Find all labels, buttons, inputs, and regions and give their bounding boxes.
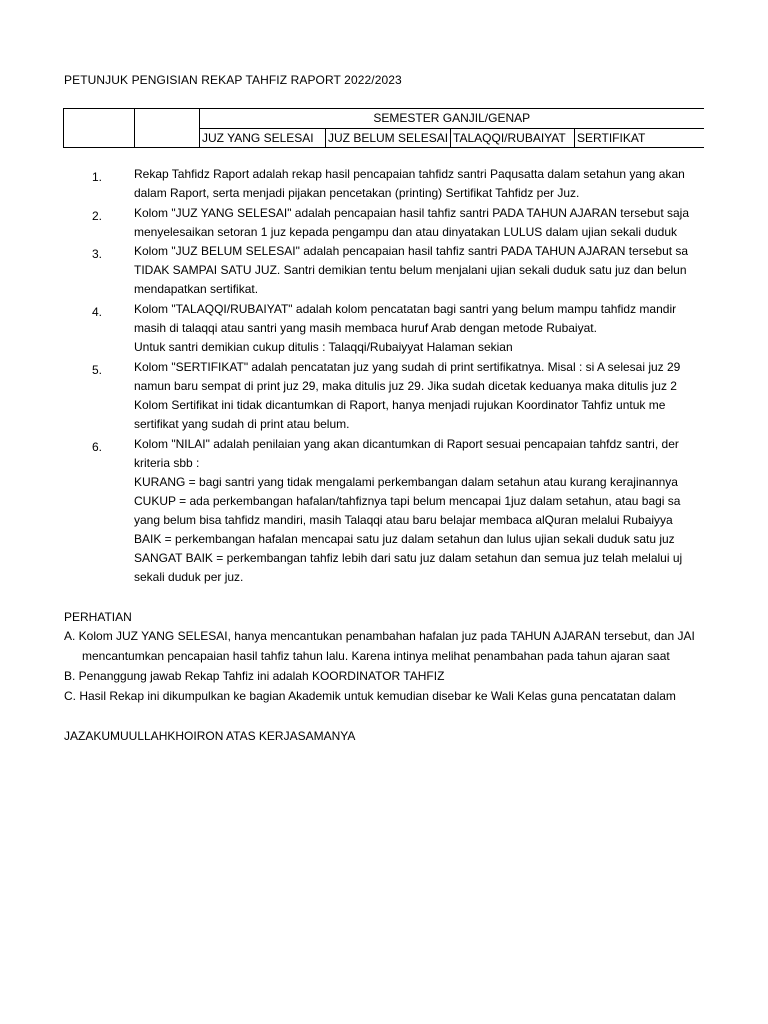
item-line: Untuk santri demikian cukup ditulis : Talaqqi/Rubaiyyat Halaman sekian	[134, 340, 513, 354]
item-line: Kolom "JUZ YANG SELESAI" adalah pencapaian hasil tahfiz santri PADA TAHUN AJARAN tersebut saja	[134, 206, 689, 220]
column-juz-yang-selesai: JUZ YANG SELESAI	[200, 128, 326, 148]
item-line: masih di talaqqi atau santri yang masih membaca huruf Arab dengan metode Rubaiyat.	[134, 321, 597, 335]
item-line: KURANG = bagi santri yang tidak mengalami perkembangan dalam setahun atau kurang kerajinannya	[134, 475, 678, 489]
item-line: Kolom "NILAI" adalah penilaian yang akan dicantumkan di Raport sesuai pencapaian tahfdz santri, der	[134, 437, 679, 451]
item-line: SANGAT BAIK = perkembangan tahfiz lebih dari satu juz dalam setahun dan semua juz telah melalui uj	[134, 551, 683, 565]
item-line: Kolom Sertifikat ini tidak dicantumkan di Raport, hanya menjadi rujukan Koordinator Tahfiz untuk me	[134, 398, 666, 412]
item-number: 2.	[92, 209, 103, 223]
perhatian-heading: PERHATIAN	[64, 610, 132, 624]
item-line: sertifikat yang sudah di print atau belum.	[134, 417, 350, 431]
item-number: 6.	[92, 440, 103, 454]
header-blank-cell-2	[135, 109, 200, 148]
semester-header: SEMESTER GANJIL/GENAP	[200, 109, 704, 129]
closing-text: JAZAKUMUULLAHKHOIRON ATAS KERJASAMANYA	[64, 729, 356, 743]
item-line: Kolom "TALAQQI/RUBAIYAT" adalah kolom pencatatan bagi santri yang belum mampu tahfidz mandir	[134, 302, 677, 316]
document-title: PETUNJUK PENGISIAN REKAP TAHFIZ RAPORT 2022/2023	[64, 73, 402, 87]
header-blank-cell-1	[64, 109, 135, 148]
item-line: menyelesaikan setoran 1 juz kepada pengampu dan atau dinyatakan LULUS dalam ujian sekali duduk	[134, 225, 678, 239]
perhatian-line: C. Hasil Rekap ini dikumpulkan ke bagian Akademik untuk kemudian disebar ke Wali Kelas guna pencatatan dalam	[64, 689, 676, 703]
column-juz-belum-selesai: JUZ BELUM SELESAI	[326, 128, 451, 148]
item-line: namun baru sempat di print juz 29, maka ditulis juz 29. Jika sudah dicetak keduanya maka ditulis juz 2	[134, 379, 677, 393]
item-number: 4.	[92, 305, 103, 319]
perhatian-line: mencantumkan pencapaian hasil tahfiz tahun lalu. Karena intinya melihat penambahan pada tahun ajaran saat	[82, 649, 670, 663]
perhatian-line: B. Penanggung jawab Rekap Tahfiz ini adalah KOORDINATOR TAHFIZ	[64, 669, 445, 683]
item-line: Kolom "JUZ BELUM SELESAI" adalah pencapaian hasil tahfiz santri PADA TAHUN AJARAN tersebut sa	[134, 244, 689, 258]
item-line: CUKUP = ada perkembangan hafalan/tahfiznya tapi belum mencapai 1juz dalam setahun, atau bagi sa	[134, 494, 681, 508]
item-number: 3.	[92, 247, 103, 261]
item-line: TIDAK SAMPAI SATU JUZ. Santri demikian tentu belum menjalani ujian sekali duduk satu juz dan belun	[134, 263, 687, 277]
perhatian-line: A. Kolom JUZ YANG SELESAI, hanya mencantukan penambahan hafalan juz pada TAHUN AJARAN tersebut, dan JAI	[64, 629, 695, 643]
header-table	[63, 108, 704, 148]
item-number: 1.	[92, 170, 103, 184]
item-line: Rekap Tahfidz Raport adalah rekap hasil pencapaian tahfidz santri Paqusatta dalam setahun yang akan	[134, 167, 685, 181]
item-line: yang belum bisa tahfidz mandiri, masih Talaqqi atau baru belajar membaca alQuran melalui Rubaiyya	[134, 513, 673, 527]
item-number: 5.	[92, 363, 103, 377]
item-line: mendapatkan sertifikat.	[134, 282, 259, 296]
item-line: Kolom "SERTIFIKAT" adalah pencatatan juz yang sudah di print sertifikatnya. Misal : si A selesai juz 29	[134, 360, 681, 374]
column-talaqqi-rubaiyat: TALAQQI/RUBAIYAT	[451, 128, 575, 148]
item-line: dalam Raport, serta menjadi pijakan pencetakan (printing) Sertifikat Tahfidz per Juz.	[134, 186, 580, 200]
item-line: sekali duduk per juz.	[134, 570, 244, 584]
column-sertifikat: SERTIFIKAT	[575, 128, 704, 148]
item-line: kriteria sbb :	[134, 456, 200, 470]
item-line: BAIK = perkembangan hafalan mencapai satu juz dalam setahun dan lulus ujian sekali duduk satu juz	[134, 532, 675, 546]
